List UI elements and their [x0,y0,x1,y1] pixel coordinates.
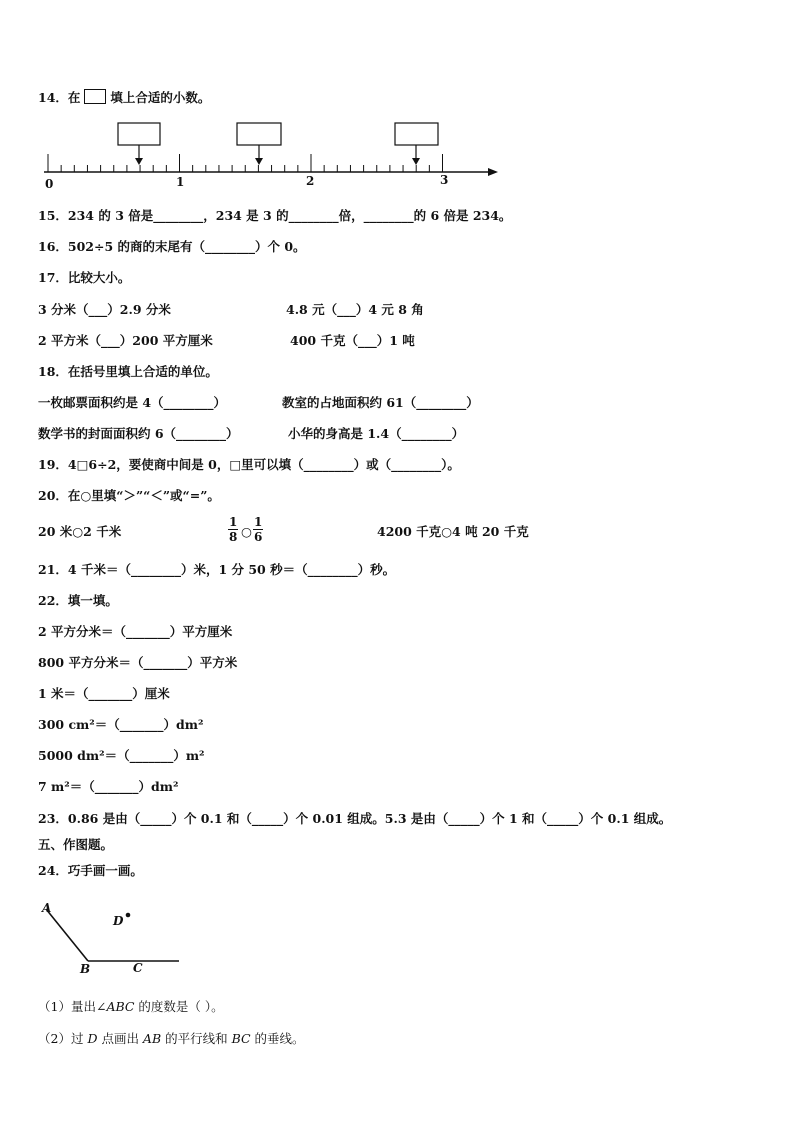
q15-text: 15．234 的 3 倍是________，234 是 3 的________倍，________的 6 倍是 234。 [38,208,512,223]
fraction-left [228,515,238,544]
point-d-name: D [87,1031,98,1046]
answer-box-icon [84,89,106,104]
q23-text: 23．0.86 是由（_____）个 0.1 和（_____）个 0.01 组成。5.3 是由（_____）个 1 和（_____）个 0.1 组成。 [38,811,672,826]
q18-item-b: 教室的占地面积约 61（________） [282,395,479,410]
q14-prompt [38,89,210,106]
label-b: B [80,962,91,976]
point-d-dot [126,913,131,918]
q22-line-5: 5000 dm²＝（_______）m² [38,748,205,763]
q14-suffix: 填上合适的小数。 [110,90,211,105]
angle-figure [36,896,196,982]
q18-title: 18．在括号里填上合适的单位。 [38,364,218,379]
answer-box-2[interactable] [237,123,281,145]
fraction-left-numerator: 1 [229,515,238,529]
line-ab-name: AB [142,1031,162,1046]
tick-label-1: 1 [176,175,185,189]
q22-line-2: 800 平方分米＝（_______）平方米 [38,655,238,670]
tick-label-3: 3 [440,173,449,187]
q24-part-2-suffix: 的垂线。 [250,1031,305,1046]
q24-part-1-suffix: 的度数是（ ）。 [134,999,224,1014]
line-bc-name: BC [231,1031,251,1046]
compare-circle[interactable]: ○ [241,524,252,539]
q17-item-a: 3 分米（___）2.9 分米 [38,302,171,317]
q22-title: 22．填一填。 [38,593,118,608]
fraction-right [253,515,263,544]
label-d: D [113,914,124,928]
q22-line-4: 300 cm²＝（_______）dm² [38,717,204,732]
fraction-left-denominator: 8 [229,530,238,544]
q24-title: 24．巧手画一画。 [38,863,143,878]
arrow-2-icon [255,158,263,165]
q18-item-c: 数学书的封面面积约 6（________） [38,426,239,441]
q17-title: 17．比较大小。 [38,270,131,285]
axis-arrowhead-icon [488,168,498,176]
label-a: A [42,901,52,915]
fraction-right-numerator: 1 [254,515,263,529]
q22-line-3: 1 米＝（_______）厘米 [38,686,170,701]
fraction-right-denominator: 6 [254,530,263,544]
q18-item-d: 小华的身高是 1.4（________） [288,426,465,441]
q24-part-2 [38,1031,305,1047]
q19-text: 19．4□6÷2，要使商中间是 0，□里可以填（________）或（________）。 [38,457,460,472]
q18-item-a: 一枚邮票面积约是 4（________） [38,395,227,410]
q17-item-d: 400 千克（___）1 吨 [290,333,415,348]
q20-item-c: 4200 千克○4 吨 20 千克 [377,524,529,539]
q17-item-b: 4.8 元（___）4 元 8 角 [286,302,424,317]
arrow-3-icon [412,158,420,165]
q22-line-1: 2 平方分米＝（_______）平方厘米 [38,624,233,639]
q24-part-1 [38,999,224,1015]
q16-text: 16．502÷5 的商的末尾有（________）个 0。 [38,239,306,254]
q20-item-a: 20 米○2 千米 [38,524,122,539]
q24-part-1-prefix: （1）量出∠ [38,999,107,1014]
q24-part-2-mid-2: 的平行线和 [161,1031,232,1046]
q22-line-6: 7 m²＝（_______）dm² [38,779,179,794]
q20-title: 20．在○里填“＞”“＜”或“=”。 [38,488,220,503]
angle-name: ABC [106,999,135,1014]
q17-item-c: 2 平方米（___）200 平方厘米 [38,333,213,348]
q24-part-2-prefix: （2）过 [38,1031,88,1046]
number-line [36,118,506,194]
label-c: C [133,961,143,975]
tick-label-2: 2 [306,174,315,188]
q21-text: 21．4 千米＝（________）米，1 分 50 秒＝（________）秒。 [38,562,396,577]
ray-ba [46,909,88,961]
arrow-1-icon [135,158,143,165]
section-title: 五、作图题。 [38,837,114,852]
q24-part-2-mid-1: 点画出 [97,1031,143,1046]
q14-prefix: 14．在 [38,90,81,105]
tick-label-0: 0 [45,177,54,191]
answer-box-1[interactable] [118,123,160,145]
answer-box-3[interactable] [395,123,438,145]
